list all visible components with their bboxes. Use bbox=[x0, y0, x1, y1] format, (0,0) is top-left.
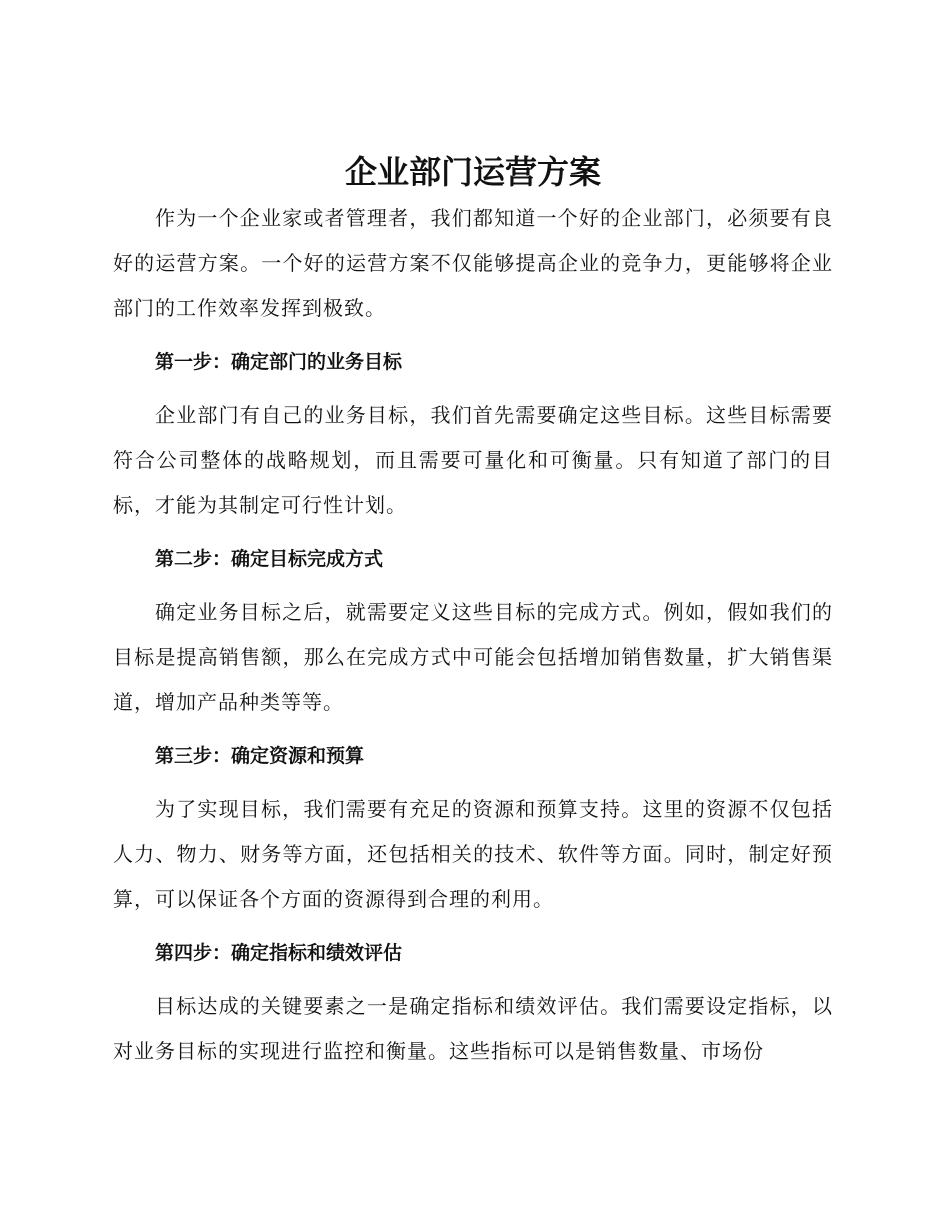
section-body-step-4: 目标达成的关键要素之一是确定指标和绩效评估。我们需要设定指标，以对业务目标的实现进行监控和衡量。这些指标可以是销售数量、市场份 bbox=[113, 994, 833, 1063]
section-body-step-2: 确定业务目标之后，就需要定义这些目标的完成方式。例如，假如我们的目标是提高销售额，那么在完成方式中可能会包括增加销售数量，扩大销售渠道，增加产品种类等等。 bbox=[113, 600, 833, 714]
section-heading-step-3: 第三步：确定资源和预算 bbox=[155, 745, 365, 767]
section-heading-step-1: 第一步：确定部门的业务目标 bbox=[155, 351, 403, 373]
document-content bbox=[113, 148, 833, 1074]
section-body-step-3: 为了实现目标，我们需要有充足的资源和预算支持。这里的资源不仅包括人力、物力、财务等方面，还包括相关的技术、软件等方面。同时，制定好预算，可以保证各个方面的资源得到合理的利用。 bbox=[113, 797, 833, 911]
section-heading-step-2: 第二步：确定目标完成方式 bbox=[155, 548, 384, 570]
section-heading-step-4: 第四步：确定指标和绩效评估 bbox=[155, 942, 403, 964]
section-body-step-1: 企业部门有自己的业务目标，我们首先需要确定这些目标。这些目标需要符合公司整体的战略规划，而且需要可量化和可衡量。只有知道了部门的目标，才能为其制定可行性计划。 bbox=[113, 403, 833, 517]
document-title: 企业部门运营方案 bbox=[344, 153, 601, 191]
intro-paragraph: 作为一个企业家或者管理者，我们都知道一个好的企业部门，必须要有良好的运营方案。一个好的运营方案不仅能够提高企业的竞争力，更能够将企业部门的工作效率发挥到极致。 bbox=[113, 206, 833, 320]
